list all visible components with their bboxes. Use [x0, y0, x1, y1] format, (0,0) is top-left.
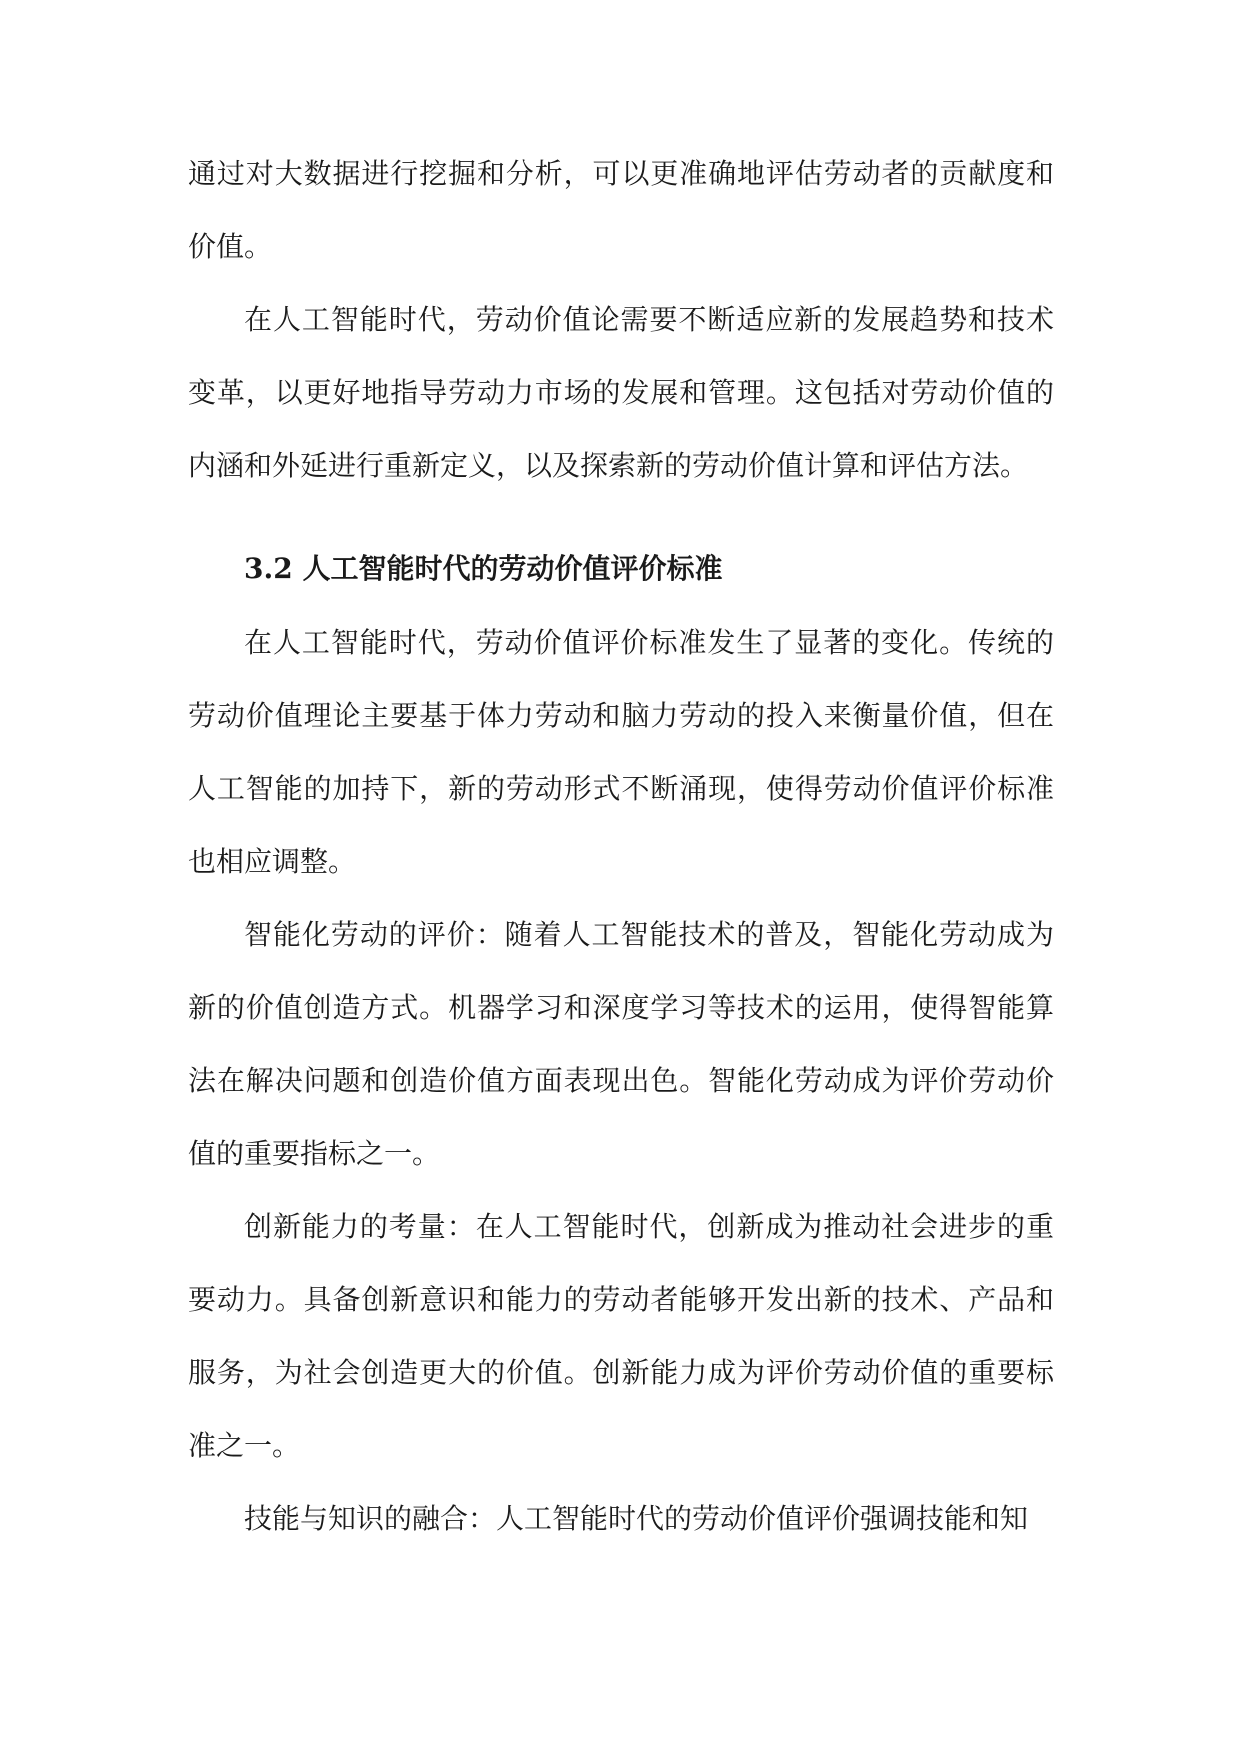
paragraph: 在人工智能时代，劳动价值评价标准发生了显著的变化。传统的劳动价值理论主要基于体力劳动和脑力劳动的投入来衡量价值，但在人工智能的加持下，新的劳动形式不断涌现，使得劳动价值评价标准也相应调整。: [188, 626, 1054, 878]
paragraph: 智能化劳动的评价：随着人工智能技术的普及，智能化劳动成为新的价值创造方式。机器学习和深度学习等技术的运用，使得智能算法在解决问题和创造价值方面表现出色。智能化劳动成为评价劳动价值的重要指标之一。: [188, 918, 1054, 1170]
paragraph: 在人工智能时代，劳动价值论需要不断适应新的发展趋势和技术变革，以更好地指导劳动力市场的发展和管理。这包括对劳动价值的内涵和外延进行重新定义，以及探索新的劳动价值计算和评估方法。: [188, 303, 1054, 482]
paragraph: 技能与知识的融合：人工智能时代的劳动价值评价强调技能和知: [244, 1502, 1029, 1535]
paragraph-continued: 通过对大数据进行挖掘和分析，可以更准确地评估劳动者的贡献度和价值。: [188, 157, 1054, 263]
section-number: 3.2: [244, 552, 293, 585]
document-body: [188, 137, 1054, 1555]
paragraph: 创新能力的考量：在人工智能时代，创新成为推动社会进步的重要动力。具备创新意识和能力的劳动者能够开发出新的技术、产品和服务，为社会创造更大的价值。创新能力成为评价劳动价值的重要标准之一。: [188, 1210, 1054, 1462]
section-heading: [188, 534, 1054, 604]
section-title: 人工智能时代的劳动价值评价标准: [302, 552, 723, 585]
